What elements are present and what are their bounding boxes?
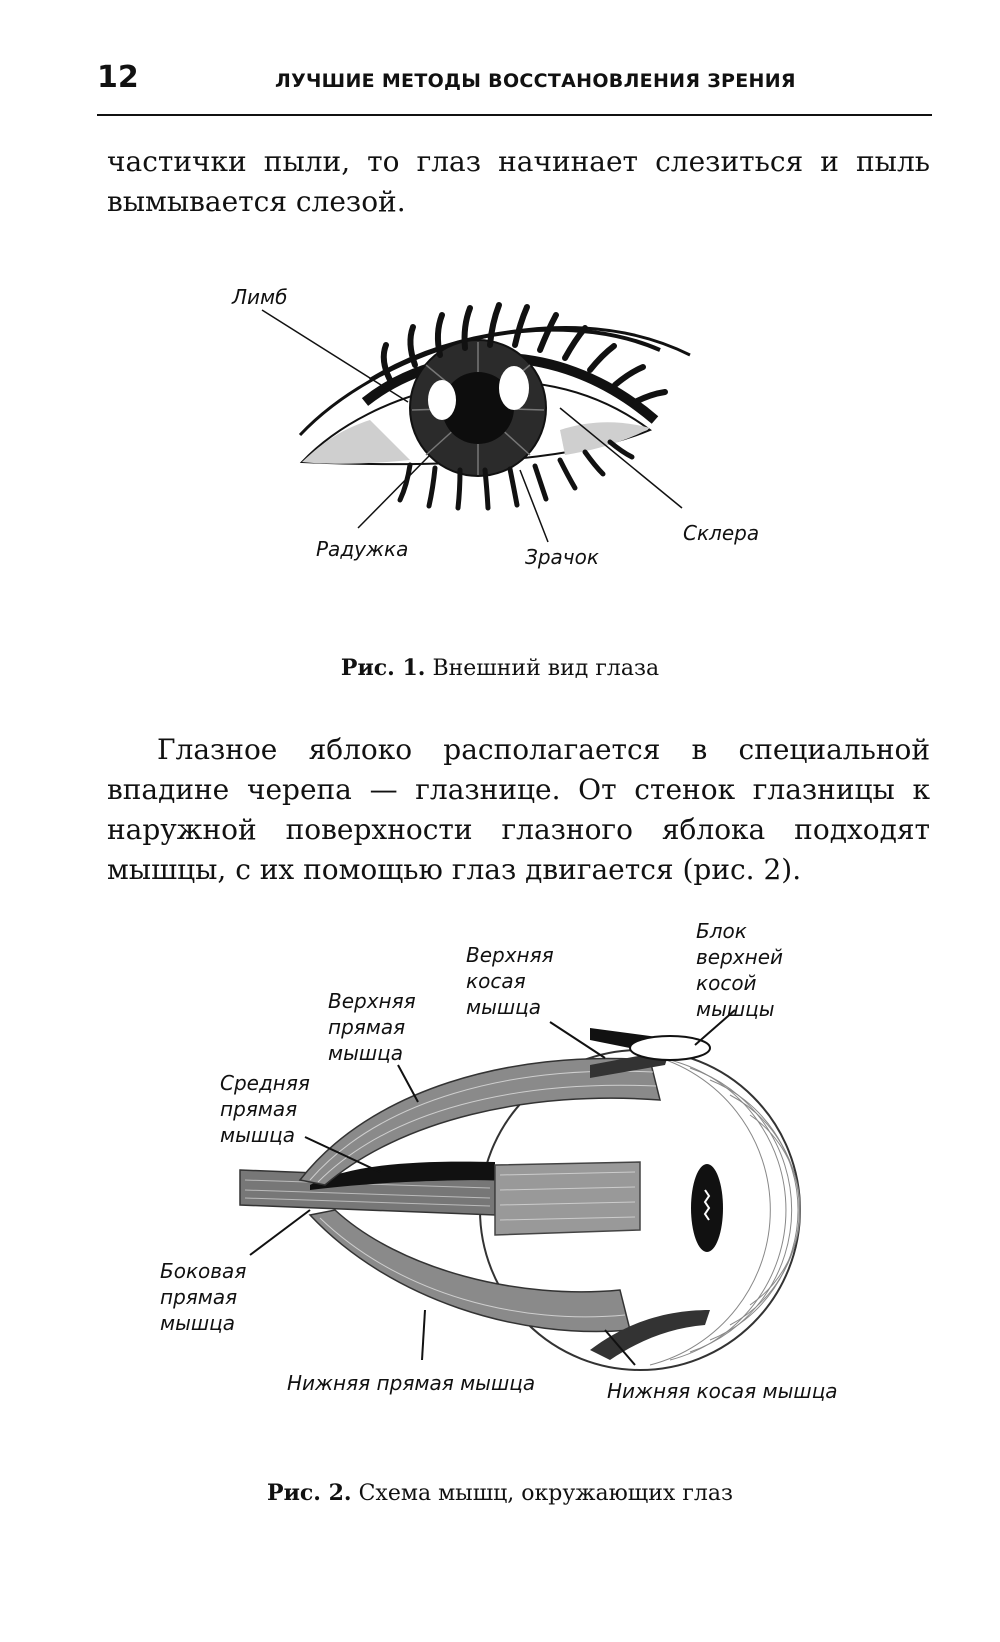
label-superior-oblique-block-line-4: мышцы <box>696 997 775 1021</box>
label-superior-rectus-line-2: прямая <box>328 1015 406 1039</box>
label-medial-rectus-line-1: Средняя <box>220 1071 310 1095</box>
label-sclera: Склера <box>683 521 760 545</box>
paragraph-1: частички пыли, то глаз начинает слезиться и пыль вымывается слезой. <box>107 145 930 218</box>
label-medial-rectus <box>220 1071 316 1147</box>
running-header-title: ЛУЧШИЕ МЕТОДЫ ВОССТАНОВЛЕНИЯ ЗРЕНИЯ <box>275 70 796 92</box>
label-superior-oblique <box>466 943 560 1019</box>
figure-1-caption-prefix: Рис. 1. <box>340 655 426 681</box>
label-lateral-rectus-line-3: мышца <box>160 1311 236 1335</box>
label-superior-oblique-line-3: мышца <box>466 995 542 1019</box>
figure-1-caption-text: Внешний вид глаза <box>425 656 660 681</box>
figure-1-caption <box>0 655 1000 681</box>
page-number: 12 <box>97 60 139 95</box>
label-superior-oblique-block-line-2: верхней <box>696 945 784 969</box>
label-superior-rectus-line-3: мышца <box>328 1041 404 1065</box>
label-lateral-rectus-line-1: Боковая <box>160 1259 247 1283</box>
label-superior-rectus <box>328 989 422 1065</box>
label-superior-oblique-line-2: косая <box>466 969 526 993</box>
figure-2-eye-muscles <box>150 919 890 1440</box>
label-lateral-rectus <box>160 1259 253 1335</box>
figure-2-caption-prefix: Рис. 2. <box>267 1480 352 1506</box>
figure-2-caption-text: Схема мышц, окружающих глаз <box>351 1481 733 1506</box>
label-medial-rectus-line-3: мышца <box>220 1123 296 1147</box>
label-superior-oblique-block-line-3: косой <box>696 971 757 995</box>
paragraph-2-text: Глазное яблоко располагается в специальной впадине черепа — глазнице. От стенок глазницы к наружной поверхности глазного яблока подходят мышцы, с их помощью глаз двигается (рис. 2). <box>107 733 930 886</box>
paragraph-2 <box>107 730 930 890</box>
label-superior-oblique-block <box>696 919 789 1021</box>
label-medial-rectus-line-2: прямая <box>220 1097 298 1121</box>
label-superior-rectus-line-1: Верхняя <box>328 989 416 1013</box>
label-inferior-rectus: Нижняя прямая мышца <box>287 1371 536 1395</box>
label-lateral-rectus-line-2: прямая <box>160 1285 238 1309</box>
figure-1-eye <box>230 270 790 600</box>
label-superior-oblique-line-1: Верхняя <box>466 943 554 967</box>
label-inferior-oblique: Нижняя косая мышца <box>607 1379 838 1403</box>
header-rule <box>97 114 932 116</box>
label-limb: Лимб <box>232 285 288 309</box>
figure-2-caption <box>0 1480 1000 1506</box>
label-pupil: Зрачок <box>525 545 599 569</box>
label-superior-oblique-block-line-1: Блок <box>696 919 747 943</box>
label-iris: Радужка <box>316 537 409 561</box>
